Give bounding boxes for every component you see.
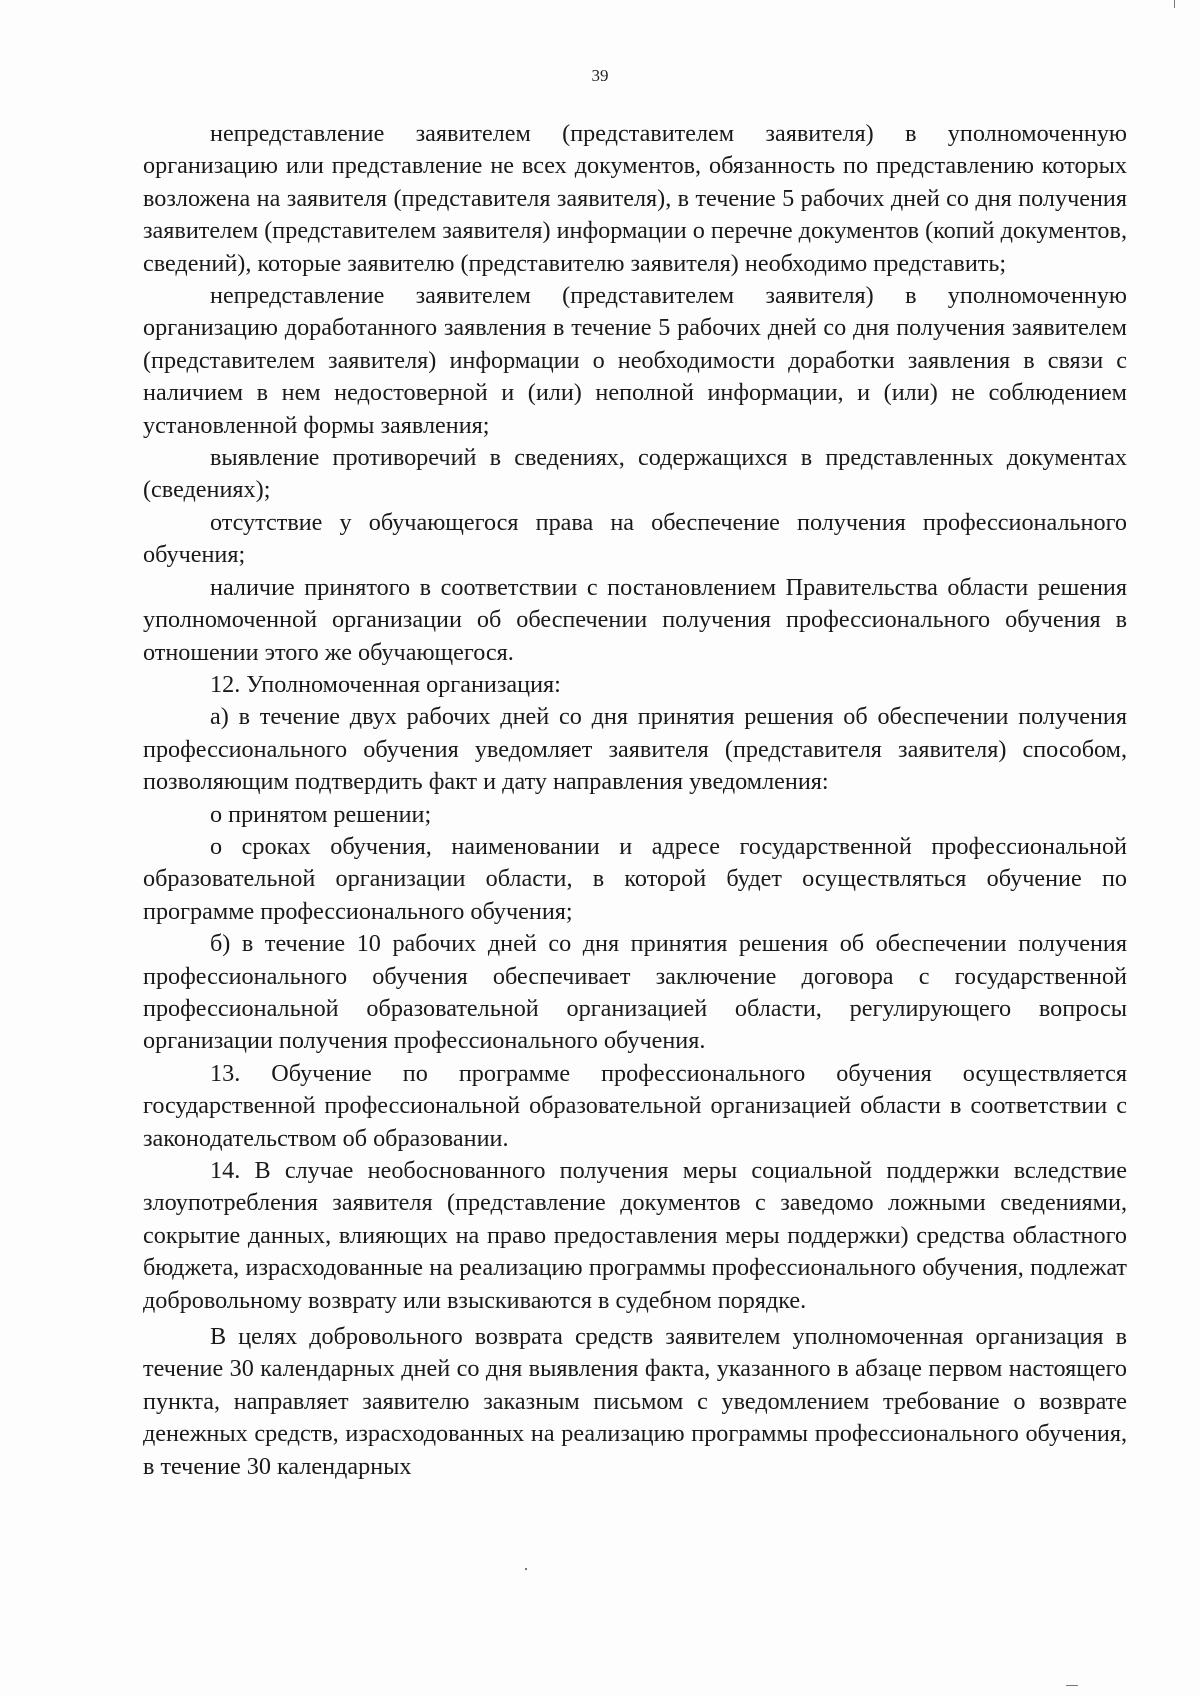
paragraph: отсутствие у обучающегося права на обеспечение получения профессионального обучения; bbox=[143, 508, 1127, 569]
paragraph: наличие принятого в соответствии с постановлением Правительства области решения уполномоченной организации об обеспечении получения профессионального обучения в отношении этого же обучающегося. bbox=[143, 573, 1127, 666]
paragraph: выявление противоречий в сведениях, содержащихся в представленных документах (сведениях); bbox=[143, 444, 1127, 504]
paragraph: 13. Обучение по программе профессионального обучения осуществляется государственной профессиональной образовательной организацией области в соответствии с законодательством об образовании. bbox=[143, 1059, 1127, 1152]
paragraph: непредставление заявителем (представителем заявителя) в уполномоченную организацию или представление не всех документов, обязанность по представлению которых возложена на заявителя (представителя заявителя), в течение 5 рабочих дней со дня получения заявителем (представителем заявителя) информации о перечне документов (копий документов, сведений), которые заявителю (представителю заявителя) необходимо представить; bbox=[143, 120, 1127, 277]
scan-artifact bbox=[525, 1568, 527, 1570]
list-item: о сроках обучения, наименовании и адресе государственной профессиональной образовательной организации области, в которой будет осуществляться обучение по программе профессионального обучения; bbox=[143, 832, 1127, 925]
section-heading: 12. Уполномоченная организация: bbox=[210, 670, 561, 698]
paragraph: В целях добровольного возврата средств заявителем уполномоченная организация в течение 30 календарных дней со дня выявления факта, указанного в абзаце первом настоящего пункта, направляет заявителю заказным письмом с уведомлением требование о возврате денежных средств, израсходованных на реализацию программы профессионального обучения, в течение 30 календарных bbox=[143, 1323, 1127, 1480]
paragraph: 14. В случае необоснованного получения меры социальной поддержки вследствие злоупотребления заявителя (представление документов с заведомо ложными сведениями, сокрытие данных, влияющих на право предоставления меры поддержки) средства областного бюджета, израсходованные на реализацию программы профессионального обучения, подлежат добровольному возврату или взыскиваются в судебном порядке. bbox=[143, 1157, 1127, 1314]
document-body bbox=[143, 118, 1127, 1483]
scan-artifact bbox=[1174, 0, 1175, 8]
paragraph: б) в течение 10 рабочих дней со дня принятия решения об обеспечении получения профессионального обучения обеспечивает заключение договора с государственной профессиональной образовательной организацией области, регулирующего вопросы организации получения профессионального обучения. bbox=[143, 930, 1127, 1055]
scan-artifact bbox=[1066, 1685, 1078, 1686]
paragraph: а) в течение двух рабочих дней со дня принятия решения об обеспечении получения профессионального обучения уведомляет заявителя (представителя заявителя) способом, позволяющим подтвердить факт и дату направления уведомления: bbox=[143, 703, 1127, 796]
page-number: 39 bbox=[591, 66, 609, 85]
paragraph: непредставление заявителем (представителем заявителя) в уполномоченную организацию доработанного заявления в течение 5 рабочих дней со дня получения заявителем (представителем заявителя) информации о необходимости доработки заявления в связи с наличием в нем недостоверной и (или) неполной информации, и (или) не соблюдением установленной формы заявления; bbox=[143, 282, 1127, 439]
list-item: о принятом решении; bbox=[210, 800, 432, 828]
